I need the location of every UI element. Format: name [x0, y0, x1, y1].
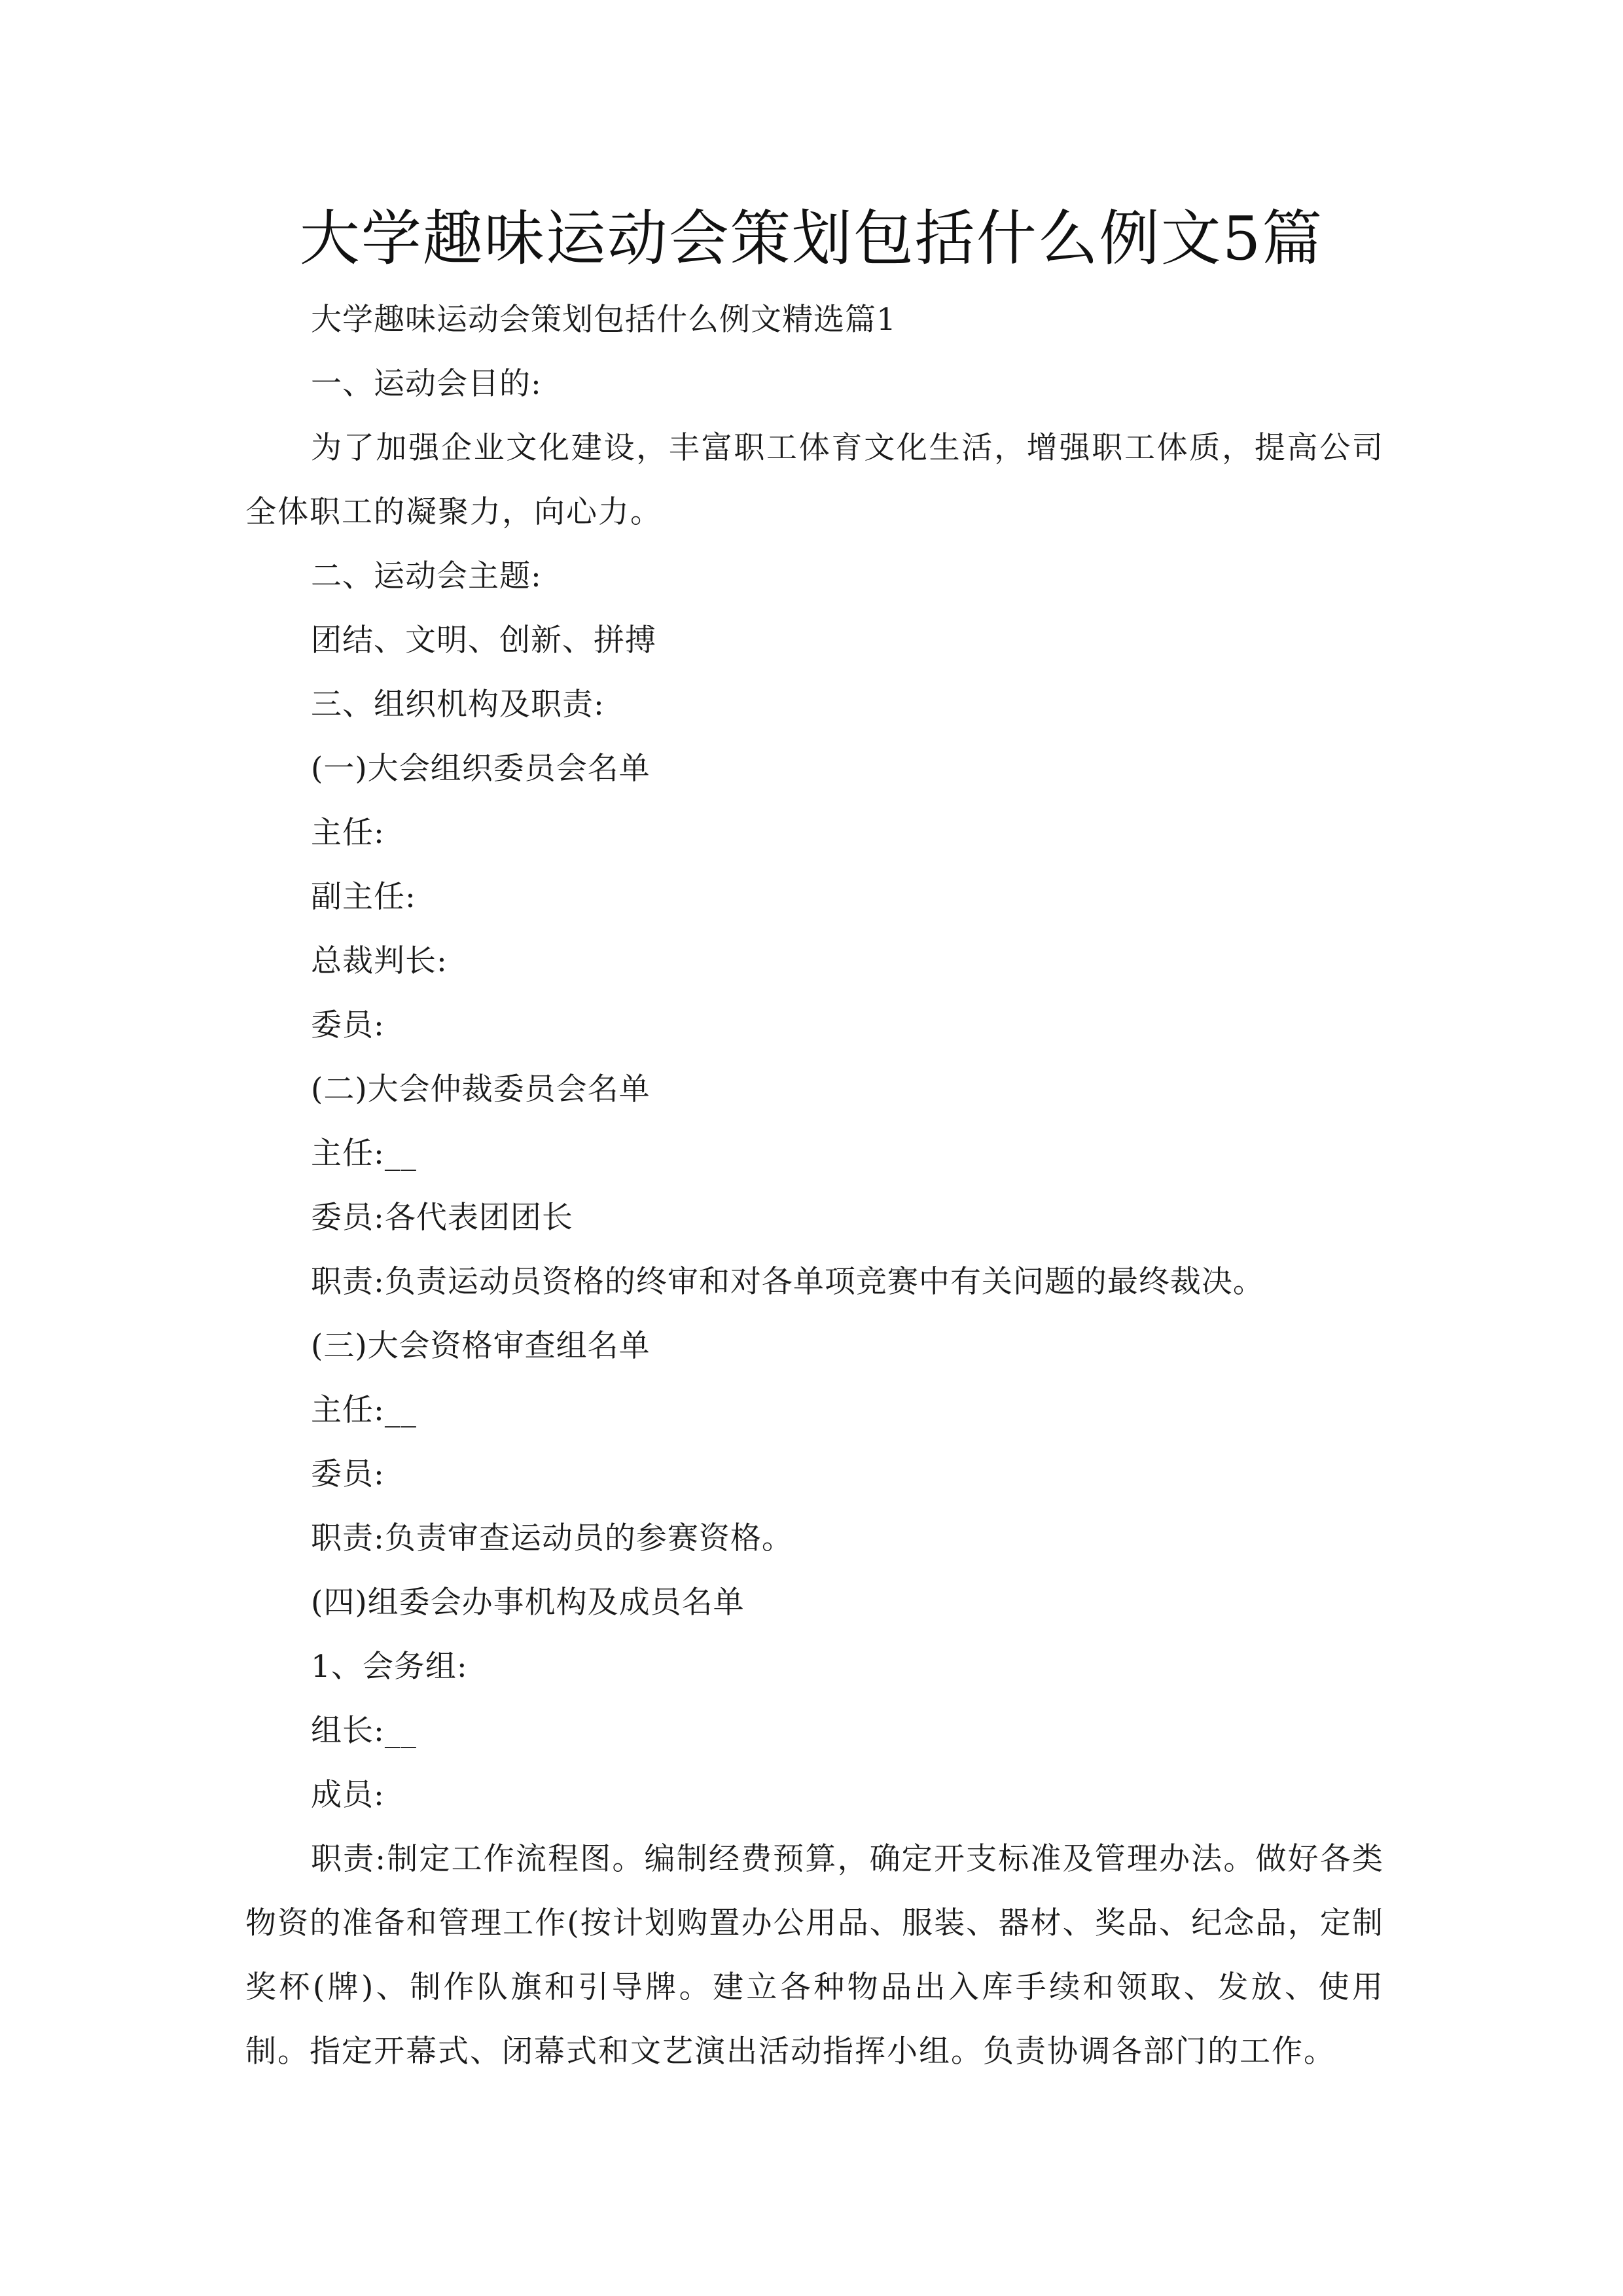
list-item: 1、会务组: — [311, 1649, 468, 1685]
list-item: 主任:__ — [311, 1392, 417, 1428]
subheading-office: (四)组委会办事机构及成员名单 — [311, 1585, 745, 1621]
subheading-arbitration-committee: (二)大会仲裁委员会名单 — [311, 1071, 651, 1107]
list-item: 副主任: — [311, 879, 416, 915]
duty-text: 职责:负责审查运动员的参赛资格。 — [311, 1520, 793, 1556]
subheading-organizing-committee: (一)大会组织委员会名单 — [311, 751, 651, 787]
paragraph-purpose: 为了加强企业文化建设，丰富职工体育文化生活，增强职工体质，提高公司全体职工的凝聚力，向心力。 — [245, 430, 1384, 530]
list-item: 组长:__ — [311, 1713, 417, 1749]
list-item: 委员: — [311, 1007, 385, 1043]
paragraph-theme: 团结、文明、创新、拼搏 — [311, 622, 656, 658]
list-item: 主任: — [311, 815, 385, 851]
heading-organization: 三、组织机构及职责: — [311, 687, 605, 723]
duty-text: 职责:负责运动员资格的终审和对各单项竞赛中有关问题的最终裁决。 — [311, 1264, 1264, 1300]
list-item: 总裁判长: — [311, 943, 448, 979]
heading-theme: 二、运动会主题: — [311, 558, 542, 594]
document-title: 大学趣味运动会策划包括什么例文5篇 — [299, 204, 1324, 274]
list-item: 成员: — [311, 1777, 385, 1813]
duty-text: 职责:制定工作流程图。编制经费预算，确定开支标准及管理办法。做好各类物资的准备和管理工作(按计划购置办公用品、服装、器材、奖品、纪念品，定制奖杯(牌)、制作队旗和引导牌。建立各种物品出入库手续和领取、发放、使用制。指定开幕式、闭幕式和文艺演出活动指挥小组。负责协调各部门的工作。 — [245, 1841, 1384, 2070]
list-item: 委员: — [311, 1456, 385, 1492]
heading-purpose: 一、运动会目的: — [311, 366, 542, 402]
list-item: 主任:__ — [311, 1136, 417, 1172]
document-body — [245, 288, 1384, 2084]
subheading-qualification-group: (三)大会资格审查组名单 — [311, 1328, 651, 1364]
list-item: 委员:各代表团团长 — [311, 1200, 573, 1236]
section-heading: 大学趣味运动会策划包括什么例文精选篇1 — [311, 302, 897, 338]
